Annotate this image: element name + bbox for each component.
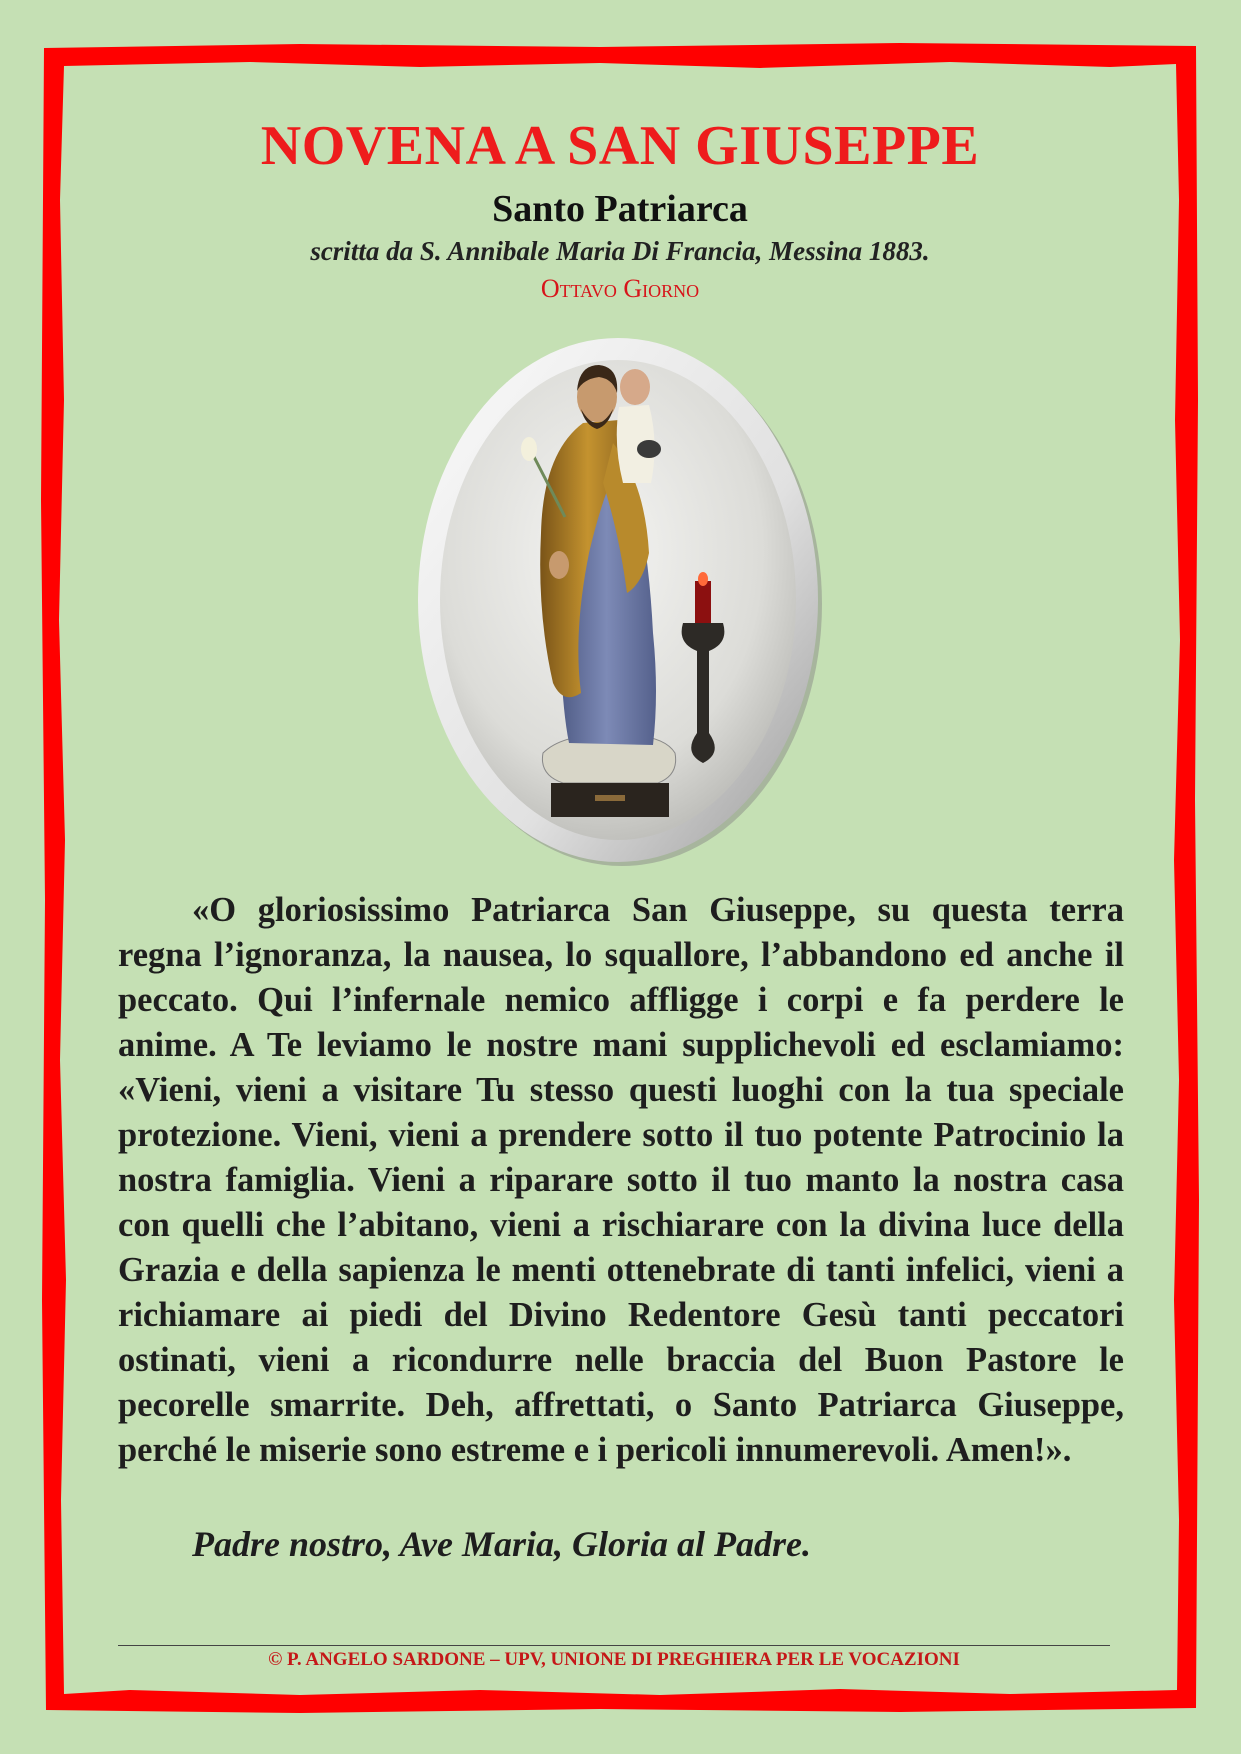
- page-subtitle: Santo Patriarca: [492, 188, 748, 230]
- saint-joseph-statue-image: [413, 333, 823, 867]
- footer-copyright: © P. ANGELO SARDONE – UPV, UNIONE DI PREGHIERA PER LE VOCAZIONI: [268, 1649, 960, 1670]
- novena-day-label: Ottavo Giorno: [540, 274, 700, 303]
- page-title: NOVENA A SAN GIUSEPPE: [260, 115, 980, 177]
- footer-divider: [118, 1645, 1110, 1646]
- prayer-text: «O gloriosissimo Patriarca San Giuseppe, su questa terra regna l’ignoranza, la nausea, lo squallore, l’abbandono ed anche il peccato. Qui l’infernale nemico affligge i corpi e fa perdere le anime. A Te leviamo le nostre mani supplichevoli ed esclamiamo: «Vieni, vieni a visitare Tu stesso questi luoghi con la tua speciale protezione. Vieni, vieni a prendere sotto il tuo potente Patrocinio la nostra famiglia. Vieni a riparare sotto il tuo manto la nostra casa con quelli che l’abitano, vieni a rischiarare con la divina luce della Grazia e della sapienza le menti ottenebrate di tanti infelici, vieni a richiamare ai piedi del Divino Redentore Gesù tanti peccatori ostinati, vieni a ricondurre nelle braccia del Buon Pastore le pecorelle smarrite. Deh, affrettati, o Santo Patriarca Giuseppe, perché le miserie sono estreme e i pericoli innumerevoli. Amen!».: [118, 891, 1124, 1469]
- author-byline: scritta da S. Annibale Maria Di Francia, Messina 1883.: [310, 236, 930, 266]
- closing-prayers: Padre nostro, Ave Maria, Gloria al Padre.: [192, 1524, 811, 1564]
